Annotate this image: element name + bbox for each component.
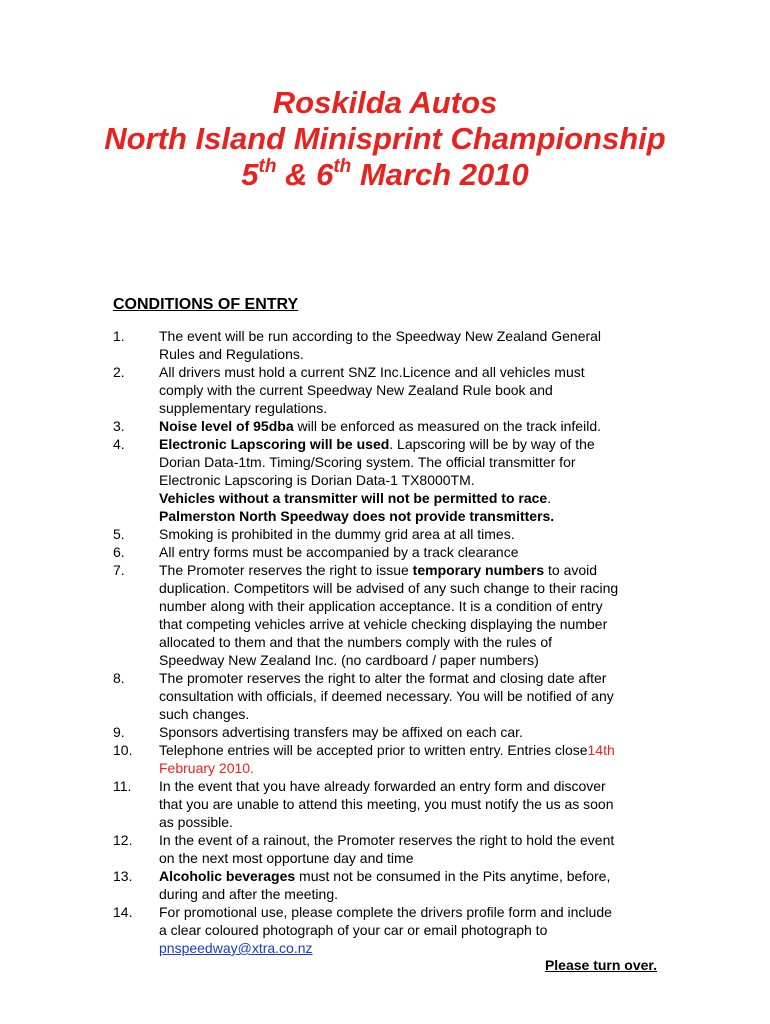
condition-number: 10. [113, 742, 133, 758]
title-company: Roskilda Autos [272, 85, 498, 120]
condition-line [159, 471, 673, 489]
condition-text [159, 417, 673, 435]
email-link[interactable]: pnspeedway@xtra.co.nz [159, 940, 313, 956]
condition-line [159, 435, 673, 453]
condition-number: 5. [113, 526, 125, 542]
body-text: Rules and Regulations. [159, 346, 304, 362]
title-date [0, 156, 770, 194]
condition-number: 13. [113, 868, 133, 884]
condition-line [159, 813, 673, 831]
conditions-list [113, 327, 673, 957]
body-text: on the next most opportune day and time [159, 850, 414, 866]
body-text: allocated to them and that the numbers comply with the rules of [159, 634, 552, 650]
condition-text [159, 669, 673, 723]
condition-line [159, 633, 673, 651]
body-text: The event will be run according to the Speedway New Zealand General [159, 328, 602, 344]
condition-line [159, 651, 673, 669]
condition-text [159, 777, 673, 831]
condition-text [159, 741, 673, 777]
condition-line [159, 795, 673, 813]
condition-item [113, 741, 673, 777]
body-text: . [547, 490, 552, 506]
condition-line [159, 453, 673, 471]
condition-line [159, 561, 673, 579]
date-day2-suffix: th [333, 155, 352, 177]
body-text: The Promoter reserves the right to issue [159, 562, 413, 578]
body-text: that competing vehicles arrive at vehicle checking displaying the number [159, 616, 608, 632]
condition-line [159, 669, 673, 687]
condition-number: 9. [113, 724, 125, 740]
body-text: such changes. [159, 706, 250, 722]
condition-item [113, 723, 673, 741]
condition-text [159, 831, 673, 867]
condition-line [159, 417, 673, 435]
body-text: duplication. Competitors will be advised of any such change to their racing [159, 580, 619, 596]
body-text: a clear coloured photograph of your car or email photograph to [159, 922, 548, 938]
condition-line [159, 579, 673, 597]
condition-line [159, 543, 673, 561]
condition-text [159, 867, 673, 903]
body-text: In the event that you have already forwarded an entry form and discover [159, 778, 606, 794]
condition-line [159, 849, 673, 867]
condition-number: 4. [113, 436, 125, 452]
condition-line [159, 525, 673, 543]
body-text: comply with the current Speedway New Zealand Rule book and [159, 382, 553, 398]
body-text: Telephone entries will be accepted prior to written entry. Entries close [159, 742, 588, 758]
body-text: . Lapscoring will be by way of the [389, 436, 595, 452]
condition-text [159, 561, 673, 669]
body-text: to avoid [544, 562, 598, 578]
body-text: number along with their application acceptance. It is a condition of entry [159, 598, 603, 614]
condition-line [159, 921, 673, 939]
closing-date-text: February 2010. [159, 760, 254, 776]
condition-line [159, 903, 673, 921]
emphasis-text: Noise level of 95dba [159, 418, 294, 434]
condition-number: 6. [113, 544, 125, 560]
condition-item [113, 777, 673, 831]
condition-text [159, 435, 673, 525]
emphasis-text: Vehicles without a transmitter will not be permitted to race [159, 490, 548, 506]
body-text: must not be consumed in the Pits anytime, before, [295, 868, 611, 884]
condition-line [159, 759, 673, 777]
body-text: supplementary regulations. [159, 400, 328, 416]
condition-text [159, 327, 673, 363]
condition-line [159, 399, 673, 417]
date-day1: 5 [241, 157, 259, 192]
body-text: Sponsors advertising transfers may be affixed on each car. [159, 724, 523, 740]
condition-item [113, 525, 673, 543]
condition-text [159, 543, 673, 561]
condition-line [159, 885, 673, 903]
condition-line [159, 831, 673, 849]
condition-line [159, 381, 673, 399]
section-heading: CONDITIONS OF ENTRY [113, 296, 299, 313]
condition-line [159, 363, 673, 381]
condition-line [159, 507, 673, 525]
body-text: will be enforced as measured on the track infeild. [293, 418, 601, 434]
condition-line [159, 615, 673, 633]
date-ampersand: & [276, 157, 317, 192]
date-day2: 6 [316, 157, 334, 192]
closing-date-text: 14th [587, 742, 615, 758]
title-event: North Island Minisprint Championship [104, 121, 666, 156]
body-text: In the event of a rainout, the Promoter reserves the right to hold the event [159, 832, 615, 848]
body-text: as possible. [159, 814, 233, 830]
body-text: that you are unable to attend this meeting, you must notify the us as soon [159, 796, 614, 812]
condition-item [113, 561, 673, 669]
body-text: Speedway New Zealand Inc. (no cardboard / paper numbers) [159, 652, 539, 668]
body-text: consultation with officials, if deemed necessary. You will be notified of any [159, 688, 614, 704]
condition-number: 1. [113, 328, 125, 344]
condition-line [159, 867, 673, 885]
body-text: All drivers must hold a current SNZ Inc.Licence and all vehicles must [159, 364, 585, 380]
emphasis-text: temporary numbers [412, 562, 545, 578]
condition-line [159, 939, 673, 957]
condition-number: 14. [113, 904, 133, 920]
body-text: Electronic Lapscoring is Dorian Data-1 TX8000TM. [159, 472, 475, 488]
condition-text [159, 903, 673, 957]
condition-number: 7. [113, 562, 125, 578]
condition-number: 11. [113, 778, 132, 794]
condition-text [159, 363, 673, 417]
condition-line [159, 345, 673, 363]
condition-line [159, 723, 673, 741]
date-day1-suffix: th [258, 155, 277, 177]
condition-line [159, 777, 673, 795]
condition-item [113, 831, 673, 867]
condition-text [159, 723, 673, 741]
condition-item [113, 327, 673, 363]
body-text: Dorian Data-1tm. Timing/Scoring system. The official transmitter for [159, 454, 576, 470]
body-text: Smoking is prohibited in the dummy grid area at all times. [159, 526, 515, 542]
please-turn-over-link[interactable]: Please turn over. [544, 957, 657, 973]
condition-line [159, 489, 673, 507]
body-text: For promotional use, please complete the drivers profile form and include [159, 904, 612, 920]
condition-item [113, 543, 673, 561]
condition-item [113, 903, 673, 957]
condition-line [159, 597, 673, 615]
condition-item [113, 435, 673, 525]
condition-line [159, 741, 673, 759]
condition-number: 3. [113, 418, 125, 434]
condition-item [113, 417, 673, 435]
body-text: during and after the meeting. [159, 886, 339, 902]
condition-line [159, 687, 673, 705]
emphasis-text: Electronic Lapscoring will be used [159, 436, 390, 452]
condition-item [113, 363, 673, 417]
condition-line [159, 705, 673, 723]
condition-number: 8. [113, 670, 125, 686]
emphasis-text: Alcoholic beverages [159, 868, 296, 884]
date-month-year: March 2010 [351, 157, 529, 192]
condition-item [113, 669, 673, 723]
condition-line [159, 327, 673, 345]
emphasis-text: Palmerston North Speedway does not provide transmitters. [159, 508, 555, 524]
condition-item [113, 867, 673, 903]
condition-text [159, 525, 673, 543]
condition-number: 2. [113, 364, 125, 380]
condition-number: 12. [113, 832, 133, 848]
body-text: All entry forms must be accompanied by a track clearance [159, 544, 519, 560]
body-text: The promoter reserves the right to alter the format and closing date after [159, 670, 607, 686]
